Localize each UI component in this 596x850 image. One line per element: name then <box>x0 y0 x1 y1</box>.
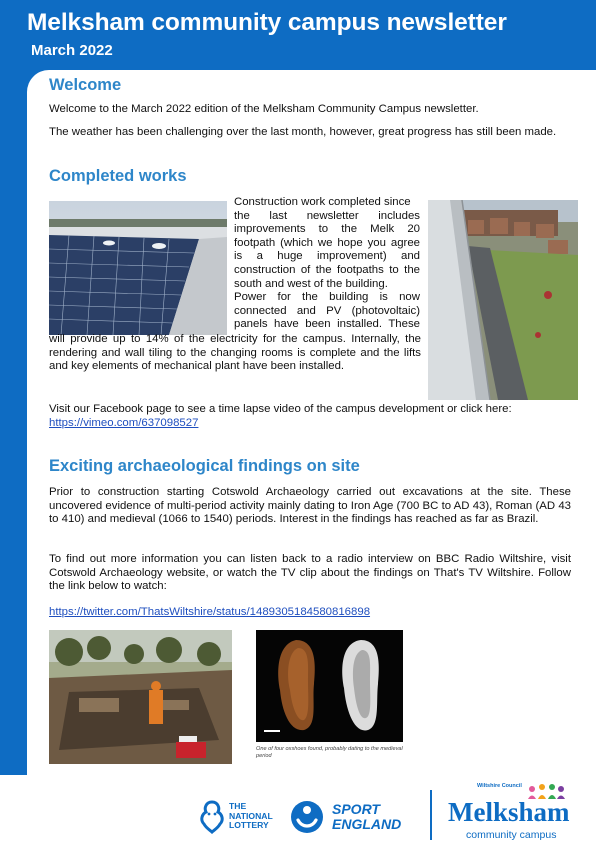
archaeology-heading: Exciting archaeological findings on site <box>49 457 360 475</box>
completed-works-heading: Completed works <box>49 167 187 185</box>
solar-panels-image <box>49 201 227 335</box>
melksham-wordmark: Melksham <box>448 797 570 827</box>
oxshoe-photo <box>256 630 403 742</box>
text-line: Construction work completed since <box>234 196 411 208</box>
excavation-photo <box>49 630 232 764</box>
archaeology-paragraph-1: Prior to construction starting Cotswold Archaeology carried out excavations at the site. These uncovered evidence of multi-period activity mainly dating to Iron Age (700 BC to AD 43), Roman (AD 43 to 410) and medieval (1066 to 1540) periods. Interest in the findings has reached as far as Brazil. <box>49 486 571 526</box>
lottery-word-3: LOTTERY <box>229 820 269 831</box>
lottery-word-1: THE <box>229 801 247 811</box>
text-line: improvements to the Melk 20 <box>234 223 420 236</box>
footer-divider <box>430 790 432 840</box>
twitter-link[interactable]: https://twitter.com/ThatsWiltshire/status/1489305184580816898 <box>49 606 371 618</box>
text-line: panels have been installed. These <box>234 318 420 331</box>
solar-panels-photo <box>49 201 227 335</box>
newsletter-date: March 2022 <box>31 42 113 59</box>
oxshoe-image <box>256 630 403 742</box>
page-header <box>0 0 596 70</box>
welcome-paragraph-2: The weather has been challenging over the last month, however, great progress has still been made. <box>49 126 557 138</box>
completed-works-continued-text: will provide up to 14% of the electricity for the campus. Internally, the rendering and wall tiling to the changing rooms is complete and the lifts and key elements of mechanical plant have been installed. <box>49 333 421 373</box>
lottery-crossed-fingers-icon <box>196 800 228 834</box>
text-line: is a huge improvement) and <box>234 250 420 263</box>
sport-england-figure-icon <box>290 800 324 834</box>
welcome-paragraph-1: Welcome to the March 2022 edition of the Melksham Community Campus newsletter. <box>49 103 479 115</box>
footer-logos <box>0 775 596 850</box>
text-line: connected and PV (photovoltaic) <box>234 304 420 317</box>
lottery-word-2: NATIONAL <box>229 810 273 821</box>
text-line: footpath (which we hope you agree <box>234 236 420 249</box>
text-line: the last newsletter includes <box>234 209 420 222</box>
community-campus-label: community campus <box>466 829 557 841</box>
completed-works-column-text <box>234 196 420 332</box>
oxshoe-caption: One of four oxshoes found, probably dating to the medieval period <box>256 746 403 759</box>
vimeo-link[interactable]: https://vimeo.com/637098527 <box>49 417 199 429</box>
archaeology-paragraph-2: To find out more information you can listen back to a radio interview on BBC Radio Wiltshire, visit Cotswold Archaeology website, or watch the TV clip about the findings on That's TV Wiltshire. Follow the link below to watch: <box>49 553 571 593</box>
national-lottery-icon <box>196 800 228 834</box>
roof-aerial-photo <box>428 200 578 400</box>
welcome-heading: Welcome <box>49 76 122 94</box>
england-word: ENGLAND <box>332 816 402 832</box>
roof-aerial-image <box>428 200 578 400</box>
text-line: south and west of the building. <box>234 277 388 290</box>
wiltshire-council-label: Wiltshire Council <box>477 783 522 789</box>
text-line: construction of the footpaths to the <box>234 263 420 276</box>
national-lottery-logo <box>229 802 273 831</box>
content-panel <box>27 70 596 775</box>
sport-england-logo <box>332 802 401 832</box>
facebook-text: Visit our Facebook page to see a time lapse video of the campus development or click here: <box>49 403 512 415</box>
text-line: Power for the building is now <box>234 291 420 304</box>
sport-word: SPORT <box>332 801 380 817</box>
newsletter-title: Melksham community campus newsletter <box>27 9 507 36</box>
sport-england-icon <box>290 800 324 834</box>
excavation-image <box>49 630 232 764</box>
